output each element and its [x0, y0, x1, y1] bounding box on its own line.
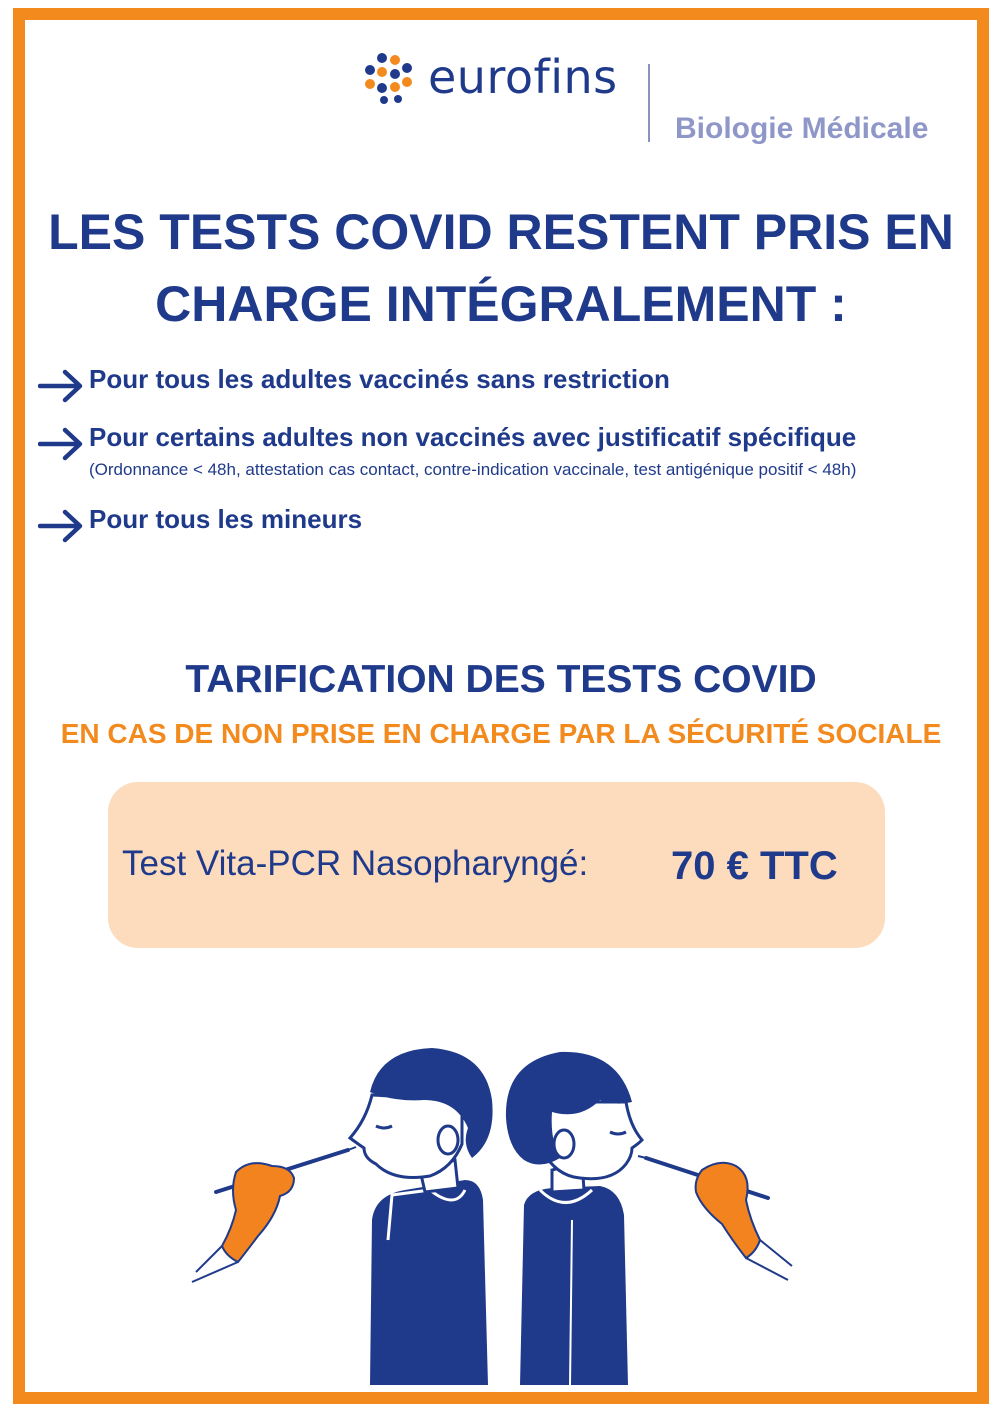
- price-value: 70 € TTC: [671, 844, 838, 888]
- headline: [30, 196, 972, 340]
- arrow-right-icon: [38, 508, 85, 544]
- coverage-item-text: Pour tous les mineurs: [89, 504, 363, 534]
- arrow-right-icon: [38, 426, 85, 462]
- eurofins-dots-icon: [362, 50, 416, 104]
- coverage-item: [38, 422, 856, 462]
- left-person-body: [370, 1180, 488, 1385]
- arrow-right-icon: [38, 368, 85, 404]
- coverage-item: [38, 364, 670, 404]
- coverage-item-note: (Ordonnance < 48h, attestation cas contact, contre-indication vaccinale, test antigénique positif < 48h): [89, 460, 857, 479]
- nasal-swab-test-illustration: [180, 1040, 820, 1385]
- pricing-title: TARIFICATION DES TESTS COVID: [185, 658, 817, 701]
- right-glove: [696, 1163, 760, 1258]
- logo-divider: [648, 64, 650, 142]
- price-box: [108, 782, 885, 948]
- headline-line-1: LES TESTS COVID RESTENT PRIS EN: [48, 204, 954, 260]
- brand-name: eurofins: [428, 50, 618, 104]
- right-person-body: [520, 1186, 628, 1385]
- coverage-item-text: Pour certains adultes non vaccinés avec justificatif spécifique: [89, 422, 857, 452]
- left-glove: [222, 1163, 294, 1262]
- brand-subtitle: Biologie Médicale: [675, 112, 929, 145]
- pricing-subtitle: EN CAS DE NON PRISE EN CHARGE PAR LA SÉCURITÉ SOCIALE: [60, 718, 942, 749]
- price-label: Test Vita-PCR Nasopharyngé:: [122, 844, 589, 883]
- headline-line-2: CHARGE INTÉGRALEMENT :: [155, 276, 847, 332]
- coverage-item: [38, 504, 362, 544]
- eurofins-logo: [362, 50, 618, 104]
- coverage-item-text: Pour tous les adultes vaccinés sans restriction: [89, 364, 670, 394]
